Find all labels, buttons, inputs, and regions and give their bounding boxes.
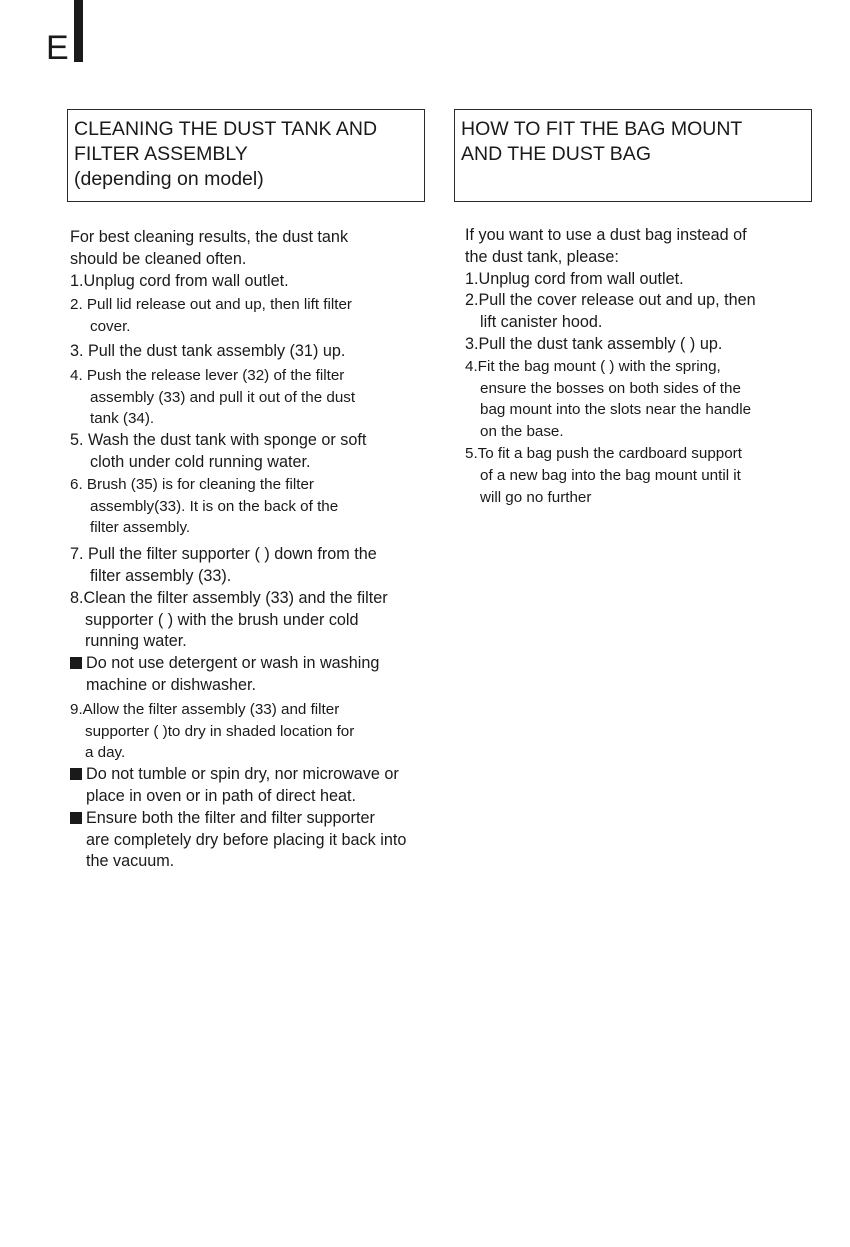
- step-item: [70, 588, 450, 653]
- step-text-cont: on the base.: [480, 423, 564, 441]
- step-text-cont: supporter ( )to dry in shaded location for: [85, 722, 355, 740]
- step-text-cont: tank (34).: [90, 410, 155, 428]
- step-item: [70, 294, 450, 338]
- left-section-title-box: [67, 109, 425, 202]
- intro-paragraph: [70, 227, 450, 271]
- bullet-text: Ensure both the filter and filter supporter: [86, 808, 375, 827]
- square-bullet-icon: [70, 768, 82, 780]
- step-text-cont: bag mount into the slots near the handle: [480, 401, 752, 419]
- step-item: [70, 271, 450, 293]
- step-item: [465, 290, 825, 334]
- step-text-cont: supporter ( ) with the brush under cold: [85, 610, 359, 629]
- step-item: [70, 365, 450, 430]
- bullet-text-cont: place in oven or in path of direct heat.: [86, 786, 356, 805]
- right-title-line: AND THE DUST BAG: [461, 143, 651, 165]
- step-text-cont: lift canister hood.: [480, 313, 603, 332]
- step-text: 7. Pull the filter supporter ( ) down from the: [70, 545, 377, 564]
- step-text: 8.Clean the filter assembly (33) and the filter: [70, 588, 388, 607]
- right-instructions: [465, 225, 825, 508]
- warning-bullet: [70, 764, 450, 808]
- step-text: 4. Push the release lever (32) of the filter: [70, 366, 345, 384]
- left-instructions: [70, 227, 450, 873]
- step-text-cont: a day.: [85, 744, 126, 762]
- step-text-cont: running water.: [85, 632, 187, 651]
- warning-bullet: [70, 808, 450, 873]
- step-text-cont: assembly(33). It is on the back of the: [90, 497, 339, 515]
- intro-line: should be cleaned often.: [70, 249, 247, 268]
- step-item: [70, 430, 450, 474]
- intro-line: the dust tank, please:: [465, 247, 619, 266]
- language-tab-bar: [74, 0, 83, 62]
- square-bullet-icon: [70, 812, 82, 824]
- step-text: 4.Fit the bag mount ( ) with the spring,: [465, 357, 721, 375]
- step-text: 9.Allow the filter assembly (33) and filter: [70, 700, 340, 718]
- step-item: [70, 544, 450, 588]
- left-title-line: CLEANING THE DUST TANK AND: [74, 118, 378, 140]
- bullet-text-cont: are completely dry before placing it back into: [86, 830, 407, 849]
- left-title-line: FILTER ASSEMBLY: [74, 143, 248, 165]
- bullet-text: Do not use detergent or wash in washing: [86, 654, 380, 673]
- bullet-text: Do not tumble or spin dry, nor microwave or: [86, 765, 399, 784]
- step-text: 5. Wash the dust tank with sponge or soft: [70, 431, 367, 450]
- step-text: 2. Pull lid release out and up, then lift filter: [70, 296, 352, 314]
- step-item: [465, 269, 825, 291]
- step-item: [465, 443, 825, 508]
- intro-line: If you want to use a dust bag instead of: [465, 226, 747, 244]
- step-text-cont: filter assembly (33).: [90, 566, 232, 585]
- intro-paragraph: [465, 225, 825, 269]
- step-text-cont: ensure the bosses on both sides of the: [480, 379, 741, 397]
- step-item: [465, 334, 825, 356]
- step-text: 2.Pull the cover release out and up, then: [465, 291, 756, 310]
- warning-bullet: [70, 653, 450, 697]
- step-text-cont: of a new bag into the bag mount until it: [480, 466, 741, 484]
- step-text: 3. Pull the dust tank assembly (31) up.: [70, 341, 346, 360]
- square-bullet-icon: [70, 657, 82, 669]
- left-title-line: (depending on model): [74, 168, 264, 190]
- intro-line: For best cleaning results, the dust tank: [70, 228, 349, 246]
- step-text-cont: cover.: [90, 318, 131, 336]
- step-item: [70, 341, 450, 363]
- step-text-cont: assembly (33) and pull it out of the dust: [90, 388, 356, 406]
- step-text-cont: cloth under cold running water.: [90, 452, 311, 471]
- step-text-cont: will go no further: [480, 488, 592, 506]
- right-section-title-box: [454, 109, 812, 202]
- step-text: 5.To fit a bag push the cardboard support: [465, 444, 742, 462]
- step-text: 6. Brush (35) is for cleaning the filter: [70, 475, 314, 493]
- bullet-text-cont: machine or dishwasher.: [86, 675, 257, 694]
- step-item: [70, 699, 450, 764]
- step-text: 1.Unplug cord from wall outlet.: [70, 271, 289, 290]
- step-text: 1.Unplug cord from wall outlet.: [465, 269, 684, 288]
- step-text-cont: filter assembly.: [90, 519, 191, 537]
- step-item: [465, 356, 825, 443]
- right-title-line: HOW TO FIT THE BAG MOUNT: [461, 118, 743, 140]
- step-item: [70, 474, 450, 539]
- step-text: 3.Pull the dust tank assembly ( ) up.: [465, 334, 723, 353]
- bullet-text-cont: the vacuum.: [86, 852, 175, 871]
- language-indicator: E: [46, 29, 69, 67]
